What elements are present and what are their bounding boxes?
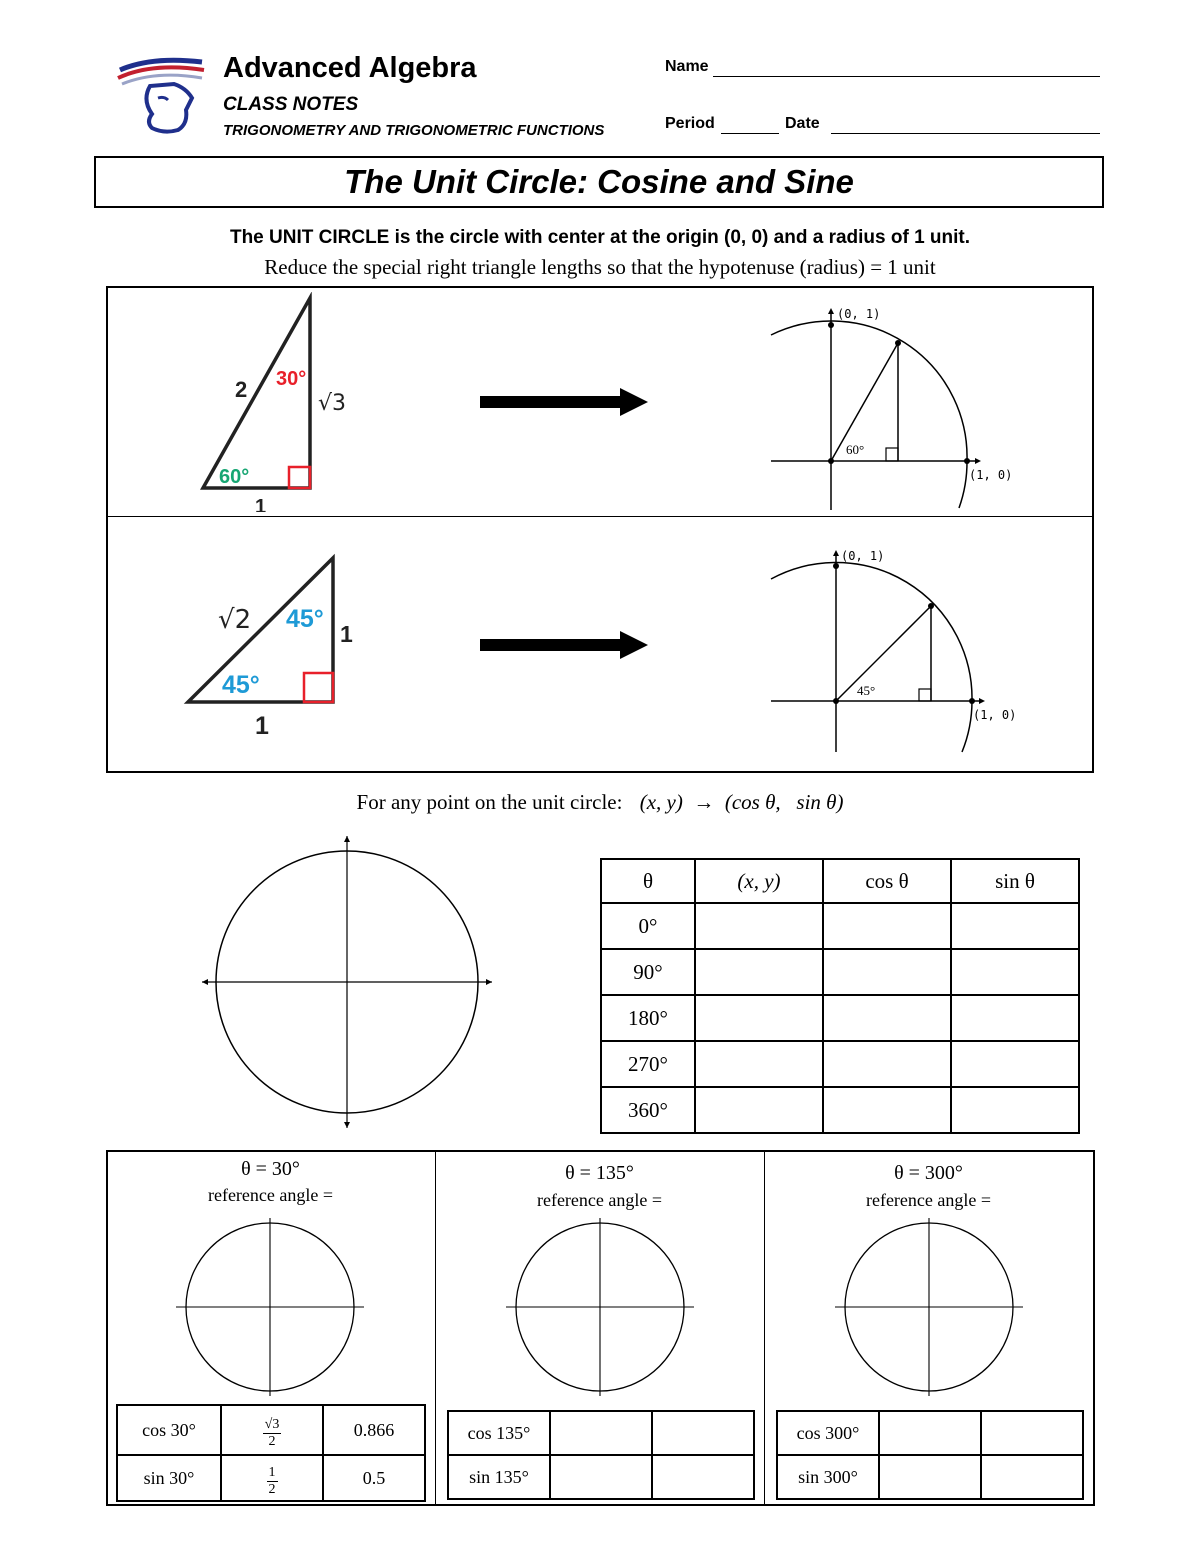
triangle-divider — [106, 516, 1094, 517]
header-xy: (x, y) — [695, 859, 823, 903]
bottom-leg-label: 1 — [255, 712, 269, 740]
header-sin: sin θ — [951, 859, 1079, 903]
header-theta: θ — [601, 859, 695, 903]
name-field[interactable] — [713, 76, 1100, 77]
row-angle-0: 0° — [601, 903, 695, 949]
sin-30-label: sin 30° — [117, 1455, 221, 1501]
row-angle-270: 270° — [601, 1041, 695, 1087]
right-point-label: (1, 0) — [973, 708, 1017, 722]
intro-definition: The UNIT CIRCLE is the circle with center at the origin (0, 0) and a radius of 1 unit. — [229, 227, 971, 248]
header-cos: cos θ — [823, 859, 951, 903]
panel-30-table — [116, 1404, 426, 1502]
sin-300-decimal-cell[interactable] — [981, 1455, 1083, 1499]
panel-135-circle[interactable] — [502, 1218, 698, 1396]
trig-values-table — [600, 858, 1080, 1134]
sin-30-exact: $\frac{1}{2}$ — [221, 1455, 323, 1501]
hypotenuse-label: √2 — [218, 605, 252, 635]
any-point-lead: For any point on the unit circle: — [356, 790, 623, 814]
triangle-30-60-90 — [195, 292, 365, 512]
school-logo — [112, 52, 212, 140]
arrow-icon — [480, 631, 650, 661]
any-point-formula: (x, y) → (cos θ, sin θ) — [639, 790, 844, 814]
xy-cell[interactable] — [695, 949, 823, 995]
unit-label: TRIGONOMETRY AND TRIGONOMETRIC FUNCTIONS — [223, 122, 605, 139]
panel-135-table — [447, 1410, 755, 1500]
angle-45-circle-label: 45° — [857, 683, 876, 698]
sin-300-exact-cell[interactable] — [879, 1455, 981, 1499]
cos-cell[interactable] — [823, 949, 951, 995]
row-angle-180: 180° — [601, 995, 695, 1041]
cos-cell[interactable] — [823, 1041, 951, 1087]
cos-300-label: cos 300° — [777, 1411, 879, 1455]
triangle-45-45-90 — [180, 548, 370, 743]
cos-135-exact-cell[interactable] — [550, 1411, 652, 1455]
short-leg-label: 1 — [255, 496, 267, 512]
name-label: Name — [665, 58, 709, 75]
cos-30-exact: $\frac{√3}{2}$ — [221, 1405, 323, 1455]
any-point-statement — [0, 790, 1200, 815]
class-notes-label: CLASS NOTES — [223, 94, 359, 115]
sin-30-decimal: 0.5 — [323, 1455, 425, 1501]
unit-circle-45 — [765, 542, 1055, 757]
hypotenuse-label: 2 — [235, 377, 248, 402]
panel-30-reference-angle: reference angle = — [207, 1185, 334, 1205]
panel-30-title: θ = 30° — [241, 1158, 300, 1180]
top-point-label: (0, 1) — [841, 549, 885, 563]
panel-300-reference-angle: reference angle = — [865, 1190, 992, 1210]
angle-30-label: 30° — [276, 368, 307, 390]
panel-135-reference-angle: reference angle = — [536, 1190, 663, 1210]
cos-cell[interactable] — [823, 1087, 951, 1133]
cos-135-label: cos 135° — [448, 1411, 550, 1455]
sin-cell[interactable] — [951, 1087, 1079, 1133]
cos-cell[interactable] — [823, 995, 951, 1041]
intro-instruction: Reduce the special right triangle lengths so that the hypotenuse (radius) = 1 unit — [264, 255, 936, 279]
panel-30-circle[interactable] — [172, 1218, 368, 1396]
period-field[interactable] — [721, 133, 779, 134]
sin-cell[interactable] — [951, 949, 1079, 995]
sin-300-label: sin 300° — [777, 1455, 879, 1499]
panel-300-title: θ = 300° — [894, 1162, 963, 1184]
course-title: Advanced Algebra — [223, 52, 477, 84]
page-title: The Unit Circle: Cosine and Sine — [94, 156, 1104, 208]
angle-60-label: 60° — [219, 466, 250, 488]
right-leg-label: 1 — [340, 621, 353, 647]
date-label: Date — [785, 115, 820, 132]
panel-135-title: θ = 135° — [565, 1162, 634, 1184]
angle-45-bottom-label: 45° — [222, 671, 260, 699]
row-angle-360: 360° — [601, 1087, 695, 1133]
sin-135-exact-cell[interactable] — [550, 1455, 652, 1499]
cos-300-exact-cell[interactable] — [879, 1411, 981, 1455]
panel-300-table — [776, 1410, 1084, 1500]
cos-30-label: cos 30° — [117, 1405, 221, 1455]
xy-cell[interactable] — [695, 1041, 823, 1087]
right-point-label: (1, 0) — [969, 468, 1013, 482]
xy-cell[interactable] — [695, 995, 823, 1041]
cos-300-decimal-cell[interactable] — [981, 1411, 1083, 1455]
date-field[interactable] — [831, 133, 1100, 134]
arrow-icon — [480, 388, 650, 418]
xy-cell[interactable] — [695, 903, 823, 949]
top-point-label: (0, 1) — [837, 307, 881, 321]
blank-unit-circle[interactable] — [198, 832, 498, 1132]
sin-cell[interactable] — [951, 995, 1079, 1041]
sin-cell[interactable] — [951, 1041, 1079, 1087]
sin-cell[interactable] — [951, 903, 1079, 949]
cos-30-decimal: 0.866 — [323, 1405, 425, 1455]
period-label: Period — [665, 115, 715, 132]
sin-135-decimal-cell[interactable] — [652, 1455, 754, 1499]
row-angle-90: 90° — [601, 949, 695, 995]
angle-45-top-label: 45° — [286, 605, 324, 633]
unit-circle-60 — [765, 298, 1055, 513]
sin-135-label: sin 135° — [448, 1455, 550, 1499]
cos-135-decimal-cell[interactable] — [652, 1411, 754, 1455]
angle-60-circle-label: 60° — [846, 442, 865, 457]
long-leg-label: √3 — [318, 391, 347, 416]
panel-300-circle[interactable] — [831, 1218, 1027, 1396]
xy-cell[interactable] — [695, 1087, 823, 1133]
cos-cell[interactable] — [823, 903, 951, 949]
